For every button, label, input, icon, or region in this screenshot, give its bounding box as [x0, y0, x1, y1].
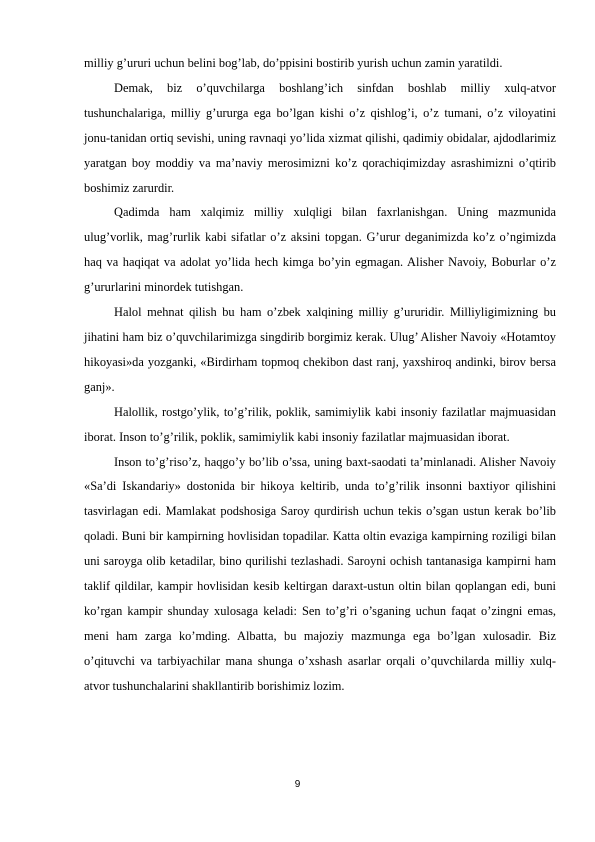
paragraph-6: Inson to’g’riso’z, haqgo’y bo’lib o’ssa, uning baxt-saodati ta’minlanadi. Alisher Navoiy «Sa’di Iskandariy» dostonida bir hikoya keltirib, unda to’g’rilik insonni baxtiyor qilishini tasvirlagan edi. Mamlakat podshosiga Saroy qurdirish uchun tekis o’sgan ustun kerak bo’lib qoladi. Buni bir kampirning hovlisidan topadilar. Katta oltin evaziga kampirning roziligi bilan uni saroyga olib ketadilar, bino qurilishi tezlashadi. Saroyni ochish tantanasiga kampirni ham taklif qildilar, kampir hovlisidan kesib keltirgan daraxt-ustun oltin bilan qoplangan edi, buni ko’rgan kampir shunday xulosaga keladi: Sen to’g’ri o’sganing uchun faqat o’zingni emas, meni ham zarga ko’mding. Albatta, bu majoziy mazmunga ega bo’lgan xulosadir. Biz o’qituvchi va tarbiyachilar mana shunga o’xshash asarlar orqali o’quvchilarda milliy xulq-atvor tushunchalarini shakllantirib borishimiz lozim.	[84, 454, 556, 693]
page-number: 9	[294, 779, 301, 790]
paragraph-4: Halol mehnat qilish bu ham o’zbek xalqining milliy g’ururidir. Milliyligimizning bu jihatini ham biz o’quvchilarimizga singdirib borgimiz kerak. Ulug’ Alisher Navoiy «Hotamtoy hikoyasi»da yozganki, «Birdirham topmoq chekibon dast ranj, yaxshiroq andinki, birov bersa ganj».	[84, 305, 556, 394]
paragraph-3: Qadimda ham xalqimiz milliy xulqligi bilan faxrlanishgan. Uning mazmunida ulug’vorlik, mag’rurlik kabi sifatlar o’z aksini topgan. G’urur deganimizda ko’z o’ngimizda haq va haqiqat va adolat yo’lida hech kimga bo’yin egmagan. Alisher Navoiy, Boburlar o’z g’ururlarini minordek tutishgan.	[84, 205, 556, 295]
text-body	[84, 51, 556, 699]
paragraph-1: milliy g’ururi uchun belini bog’lab, do’ppisini bostirib yurish uchun zamin yaratildi.	[84, 56, 503, 70]
paragraph-5: Halollik, rostgo’ylik, to’g’rilik, poklik, samimiylik kabi insoniy fazilatlar majmuasidan iborat. Inson to’g’rilik, poklik, samimiylik kabi insoniy fazilatlar majmuasidan iborat.	[84, 404, 556, 444]
paragraph-2: Demak, biz o’quvchilarga boshlang’ich sinfdan boshlab milliy xulq-atvor tushunchalariga, milliy g’ururga ega bo’lgan kishi o’z qishlog’i, o’z tumani, o’z viloyatini jonu-tanidan ortiq sevishi, uning ravnaqi yo’lida xizmat qilishi, qadimiy obidalar, ajdodlarimiz yaratgan boy moddiy va ma’naviy merosimizni ko’z qorachiqimizday asrashimizni o’qtirib boshimiz zarurdir.	[84, 80, 556, 195]
